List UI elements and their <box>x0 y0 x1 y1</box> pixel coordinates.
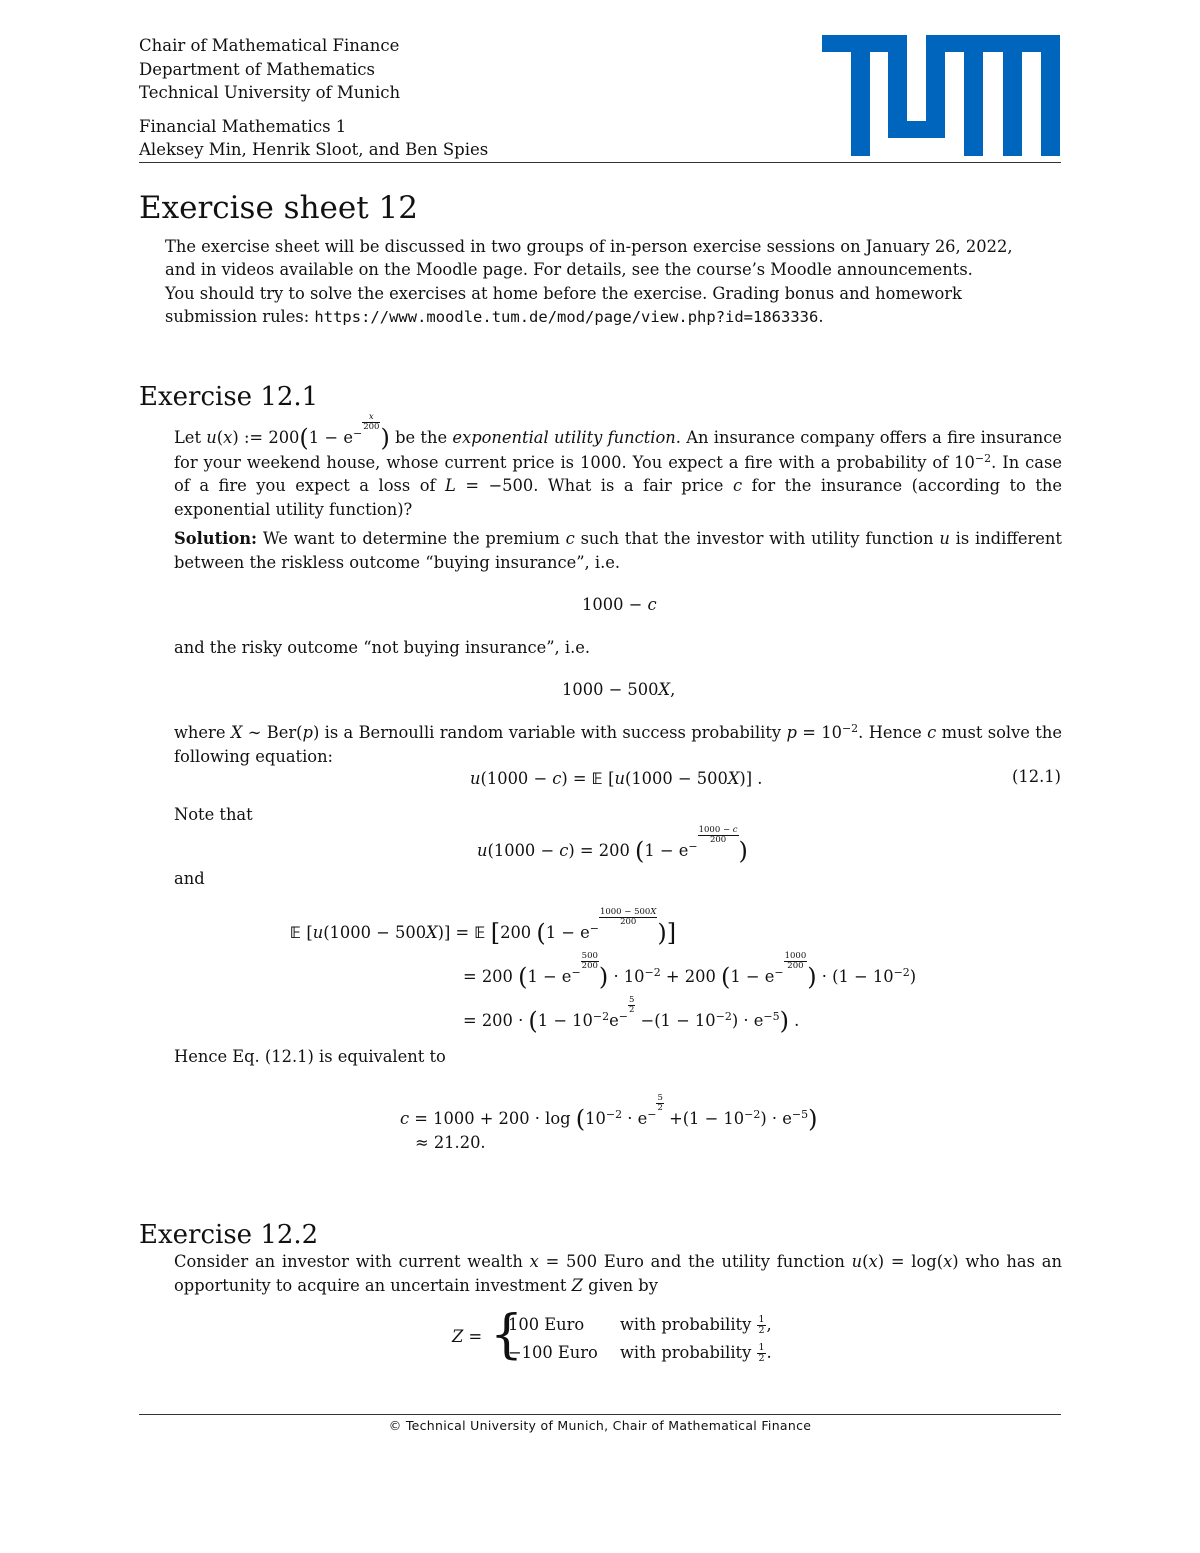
solution-label: Solution: <box>174 529 258 548</box>
footer: © Technical University of Munich, Chair of Mathematical Finance <box>388 1418 812 1433</box>
eq-number-12-1: (12.1) <box>1012 767 1061 786</box>
eq-expectation-line2: = 200 ($1 - e^{- \frac{500}{200}}$ ) · $10^{-2} + 200$ ($1 - e^{- \frac{1000}{200}}$ ) · $(1 - 10^{-2})$ <box>463 951 917 991</box>
header-authors: Aleksey Min, Henrik Sloot, and Ben Spies <box>139 140 489 159</box>
page-title: Exercise sheet 12 <box>139 190 418 226</box>
bernoulli-text: where X ∼ Ber(p) is a Bernoulli random variable with success probability $p = 10^{-2}$. Hence c must solve the following equation: <box>174 722 1062 766</box>
eq-utility-riskless: u(1000 − c) = 200 ($1 - e^{- \frac{1000 - c}{200}}$ ) <box>477 825 748 865</box>
exercise-12-1-task: Let u(x) := $200(1 - e^{- \frac{x}{200}}$ ) be the exponential utility function. An insurance company offers a fire insurance for your weekend house, whose current price is 1000. You expect a fire with a probability of $10^{-2}$. In case of a fire you expect a loss of L = −500. What is a fair price c for the insurance (according to the exponential utility function)? <box>174 412 1062 519</box>
header-chair: Chair of Mathematical Finance <box>139 36 400 55</box>
copyright-icon: © <box>388 1418 402 1433</box>
solution-paragraph: Solution: We want to determine the premium c such that the investor with utility function u is indifferent between the riskless outcome “buying insurance”, i.e. <box>174 529 1062 572</box>
submission-rules-link[interactable]: https://www.moodle.tum.de/mod/page/view.php?id=1863336 <box>314 308 819 327</box>
exercise-12-2-heading: Exercise 12.2 <box>139 1220 319 1250</box>
eq-z-label: Z = <box>452 1327 483 1346</box>
case-1-prob: with probability $\frac{1}{2}$ , <box>620 1314 772 1336</box>
eq-premium-result: ≈ 21.20. <box>415 1133 486 1152</box>
eq-12-1: u(1000 − c) = 𝔼 [u(1000 − 500X)] . <box>470 769 763 788</box>
risky-text: and the risky outcome “not buying insurance”, i.e. <box>174 638 591 657</box>
eq-risky: 1000 − 500X, <box>562 680 676 699</box>
header-department: Department of Mathematics <box>139 59 375 79</box>
exercise-12-2-task: Consider an investor with current wealth x = 500 Euro and the utility function u(x) = log(x) who has an opportunity to acquire an uncertain investment Z given by <box>174 1252 1062 1295</box>
intro-paragraph: The exercise sheet will be discussed in two groups of in-person exercise sessions on January 26, 2022, and in videos available on the Moodle page. For details, see the course’s Moodle announcements. You should try to solve the exercises at home before the exercise. Grading bonus and homework submission rules: https://www.moodle.tum.de/mod/page/view.php?id=1863336. <box>165 237 1013 327</box>
header-university: Technical University of Munich <box>139 83 401 102</box>
case-1: 100 Euro <box>508 1315 585 1334</box>
case-2: −100 Euro <box>508 1343 598 1362</box>
hence-text: Hence Eq. (12.1) is equivalent to <box>174 1047 446 1066</box>
tum-logo <box>822 35 1062 157</box>
exercise-12-1-heading: Exercise 12.1 <box>139 382 319 412</box>
footer-rule <box>139 1414 1061 1415</box>
cases-brace: { <box>490 1305 524 1365</box>
case-2-prob: with probability $\frac{1}{2}$ . <box>620 1342 772 1364</box>
header-rule <box>139 162 1061 163</box>
note-text: Note that <box>174 805 253 824</box>
eq-riskless: 1000 − c <box>582 595 657 614</box>
header-course: Financial Mathematics 1 <box>139 116 347 136</box>
eq-premium: $c = 1000 + 200 \cdot \log (10^{-2} \cdot e^{- \frac{5}{2}}$ $+(1 - 10^{-2}) \cdot e^{-5}$) <box>400 1093 818 1133</box>
eq-expectation-line3: = $200 \cdot (1 - 10^{-2}e^{- \frac{5}{2}}$ $-(1 - 10^{-2}) \cdot e^{-5}$) . <box>463 995 800 1035</box>
eq-expectation-line1: 𝔼 [u(1000 − 500X)] = 𝔼 [200 ($1 - e^{- \frac{1000 - 500X}{200}}$ )] <box>290 907 677 947</box>
header-affiliation <box>139 34 488 162</box>
and-text: and <box>174 869 205 888</box>
